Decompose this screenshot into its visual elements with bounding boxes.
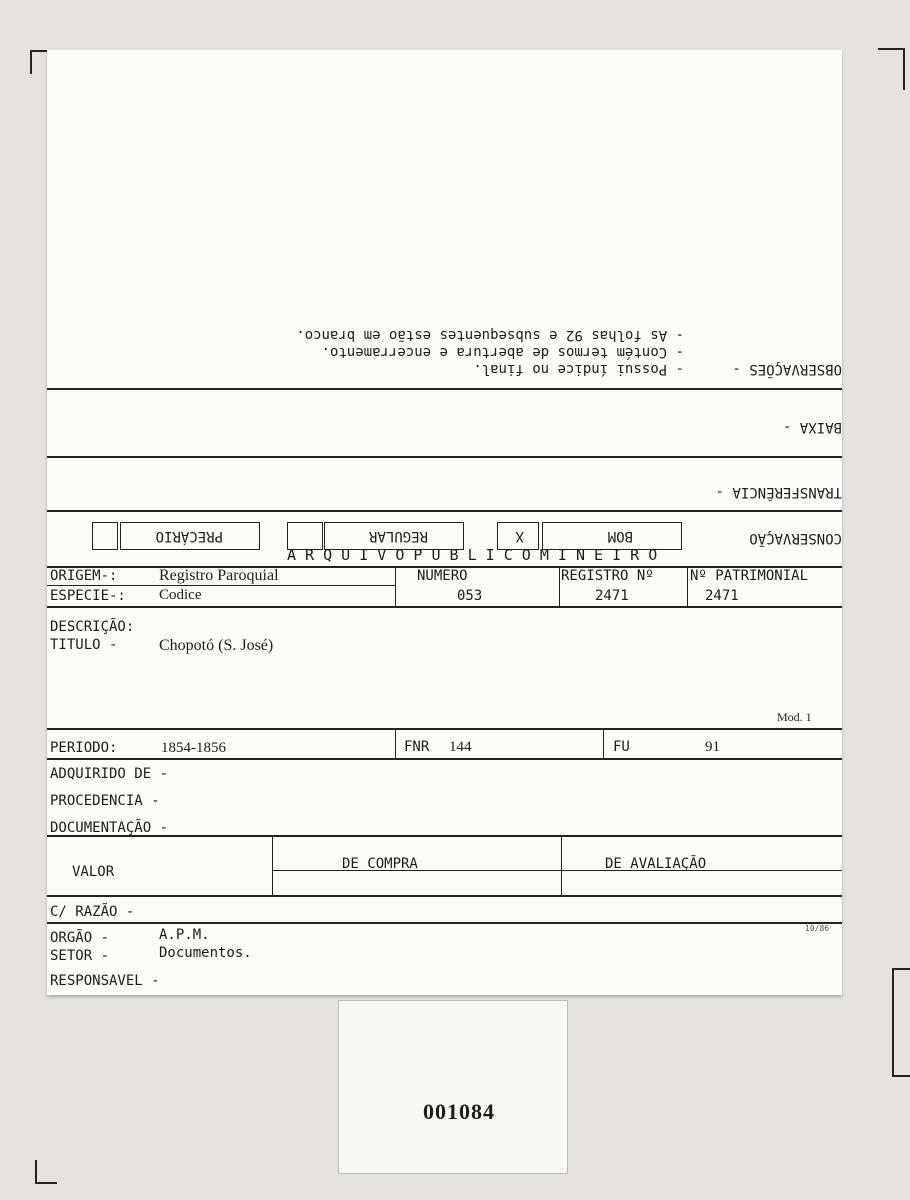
divider-orgao	[47, 922, 842, 924]
col-divider-numero	[395, 566, 396, 606]
corner-mark-top-right	[878, 48, 905, 90]
valor-label: VALOR	[72, 864, 115, 880]
titulo-label: TITULO -	[50, 637, 118, 653]
col-divider-compra	[272, 835, 273, 895]
bom-check-mark: X	[515, 528, 524, 544]
descricao-label: DESCRIÇÃO:	[50, 619, 135, 635]
origem-label: ORIGEM-:	[50, 568, 118, 584]
responsavel-label: RESPONSAVEL -	[50, 973, 160, 989]
archive-catalog-card	[47, 50, 842, 995]
form-code: 10/86	[805, 924, 830, 933]
divider-baixa	[47, 456, 842, 458]
divider-observacoes	[47, 388, 842, 390]
razao-label: C/ RAZÃO -	[50, 904, 135, 920]
setor-value: Documentos.	[159, 945, 252, 961]
divider-adquirido	[47, 758, 842, 760]
patrimonial-value: 2471	[705, 588, 739, 604]
fnr-label: FNR	[404, 739, 430, 755]
conservacao-label: CONSERVAÇÃO	[749, 530, 842, 546]
origem-value: Registro Paroquial	[159, 567, 279, 584]
precario-checkbox	[92, 522, 118, 550]
col-divider-fu	[603, 728, 604, 758]
mod-label: Mod. 1	[777, 710, 812, 724]
divider-periodo	[47, 728, 842, 730]
numero-value: 053	[457, 588, 483, 604]
avaliacao-label: DE AVALIAÇÃO	[605, 856, 707, 872]
precario-label: PRECÁRIO	[155, 528, 223, 544]
observacao-item-1: - Possui índice no final.	[473, 361, 684, 377]
especie-value: Codice	[159, 587, 202, 603]
fu-value: 91	[705, 739, 720, 755]
divider-valor	[47, 835, 842, 837]
bracket-mark-right	[892, 968, 910, 1077]
procedencia-label: PROCEDENCIA -	[50, 793, 160, 809]
transferencia-label: TRANSFERÊNCIA -	[715, 484, 842, 500]
orgao-value: A.P.M.	[159, 927, 210, 943]
regular-label: REGULAR	[368, 528, 428, 544]
setor-label: SETOR -	[50, 948, 110, 964]
col-divider-registro	[559, 566, 560, 606]
observacao-item-3: - As folhas 92 e subsequentes estão em branco.	[296, 327, 684, 343]
precario-box	[120, 522, 260, 550]
fu-label: FU	[613, 739, 630, 755]
periodo-label: PERIODO:	[50, 740, 118, 756]
observacoes-label: OBSERVAÇÕES -	[732, 361, 842, 377]
stamp-number: 001084	[423, 1099, 495, 1124]
adquirido-label: ADQUIRIDO DE -	[50, 766, 169, 782]
bom-label: BOM	[607, 528, 633, 544]
divider-razao	[47, 895, 842, 897]
titulo-value: Chopotó (S. José)	[159, 637, 274, 654]
patrimonial-label: Nº PATRIMONIAL	[690, 568, 809, 584]
inverted-section	[47, 220, 842, 560]
col-divider-fnr	[395, 728, 396, 758]
registro-label: REGISTRO Nº	[561, 568, 654, 584]
origem-underline	[47, 585, 395, 586]
registro-value: 2471	[595, 588, 629, 604]
documentacao-label: DOCUMENTAÇÃO -	[50, 820, 169, 836]
corner-mark-bottom-left	[35, 1160, 57, 1184]
divider-transferencia	[47, 510, 842, 512]
especie-label: ESPECIE-:	[50, 588, 126, 604]
number-tag	[338, 1000, 568, 1174]
compra-label: DE COMPRA	[342, 856, 418, 872]
archive-header: A R Q U I V O P U B L I C O M I N E I R O	[287, 546, 658, 564]
baixa-label: BAIXA -	[782, 419, 842, 435]
col-divider-avaliacao	[561, 835, 562, 895]
orgao-label: ORGÃO -	[50, 930, 110, 946]
valor-inner-line	[272, 870, 842, 871]
divider-especie	[47, 606, 842, 608]
observacao-item-2: - Contém termos de abertura e encerramento.	[321, 344, 684, 360]
periodo-value: 1854-1856	[161, 740, 226, 756]
col-divider-patrimonial	[687, 566, 688, 606]
numero-label: NUMERO	[417, 568, 468, 584]
fnr-value: 144	[449, 739, 472, 755]
